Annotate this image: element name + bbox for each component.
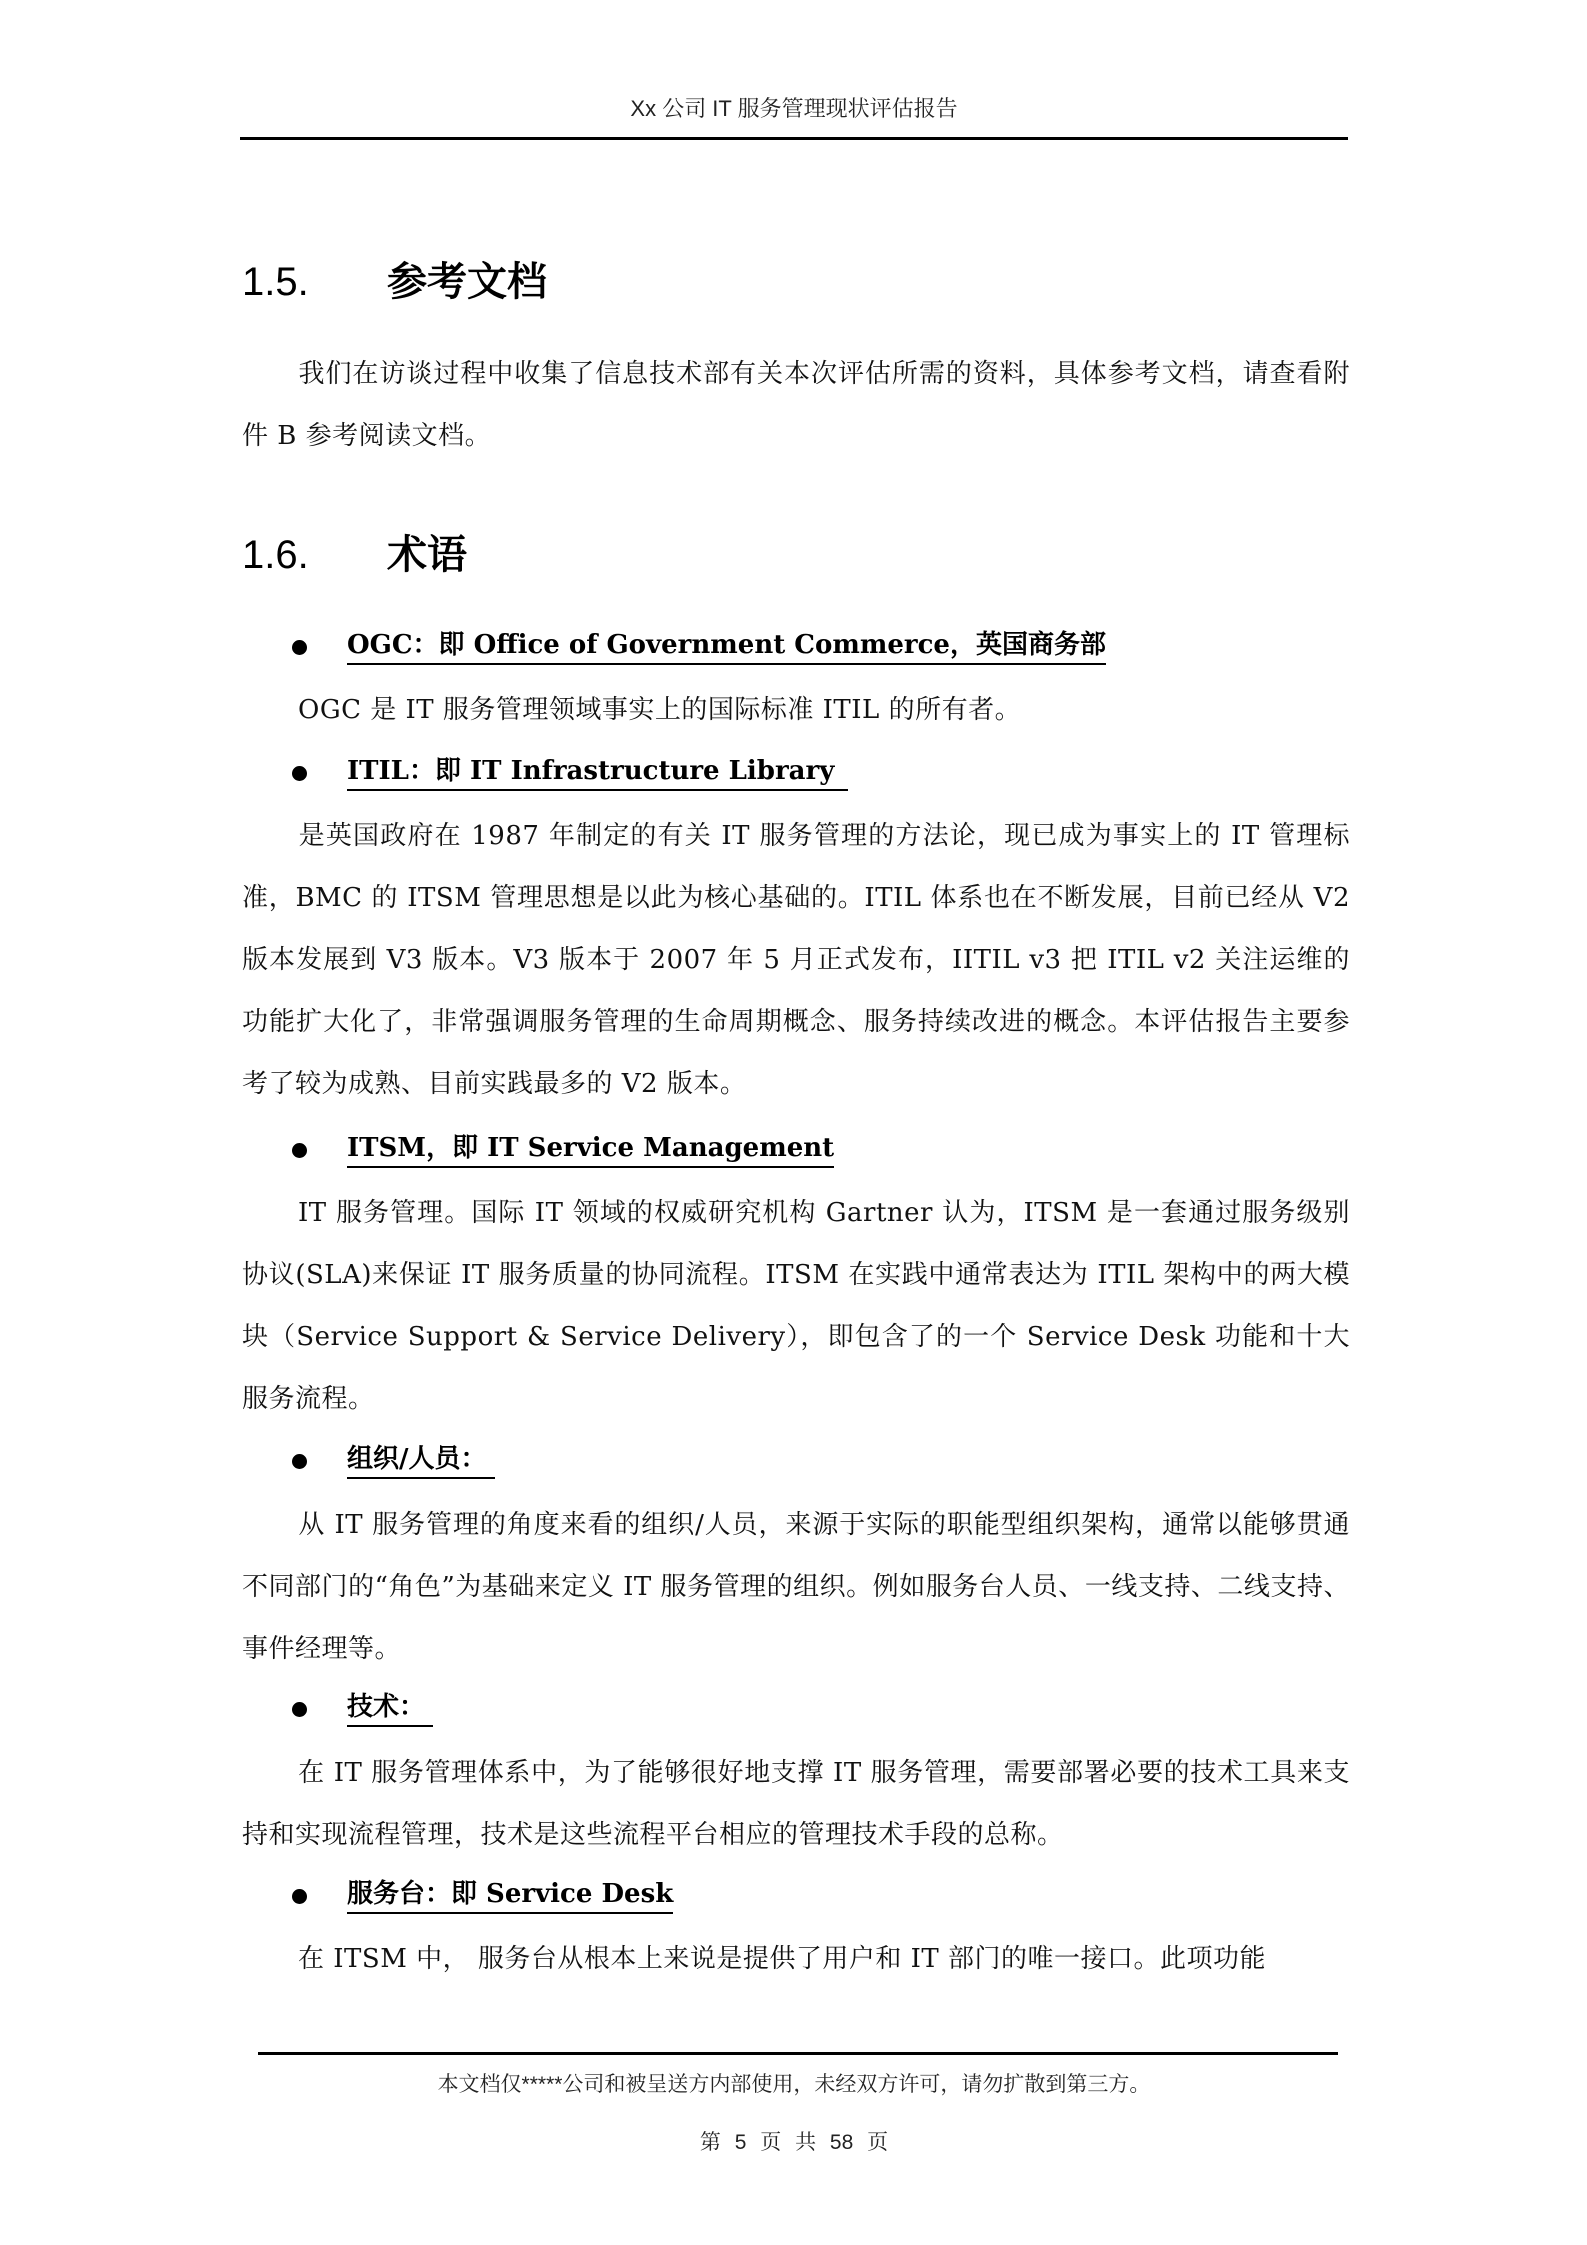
section-heading-1-6 <box>242 531 467 579</box>
description-text: 在 ITSM 中， 服务台从根本上来说是提供了用户和 IT 部门的唯一接口。此项功能 <box>298 1944 1266 1974</box>
document-title: Xx 公司 IT 服务管理现状评估报告 <box>630 96 958 121</box>
bullet-icon <box>292 640 307 655</box>
description-text: 是英国政府在 1987 年制定的有关 IT 服务管理的方法论，现已成为事实上的 IT 管理标准，BMC 的 ITSM 管理思想是以此为核心基础的。ITIL 体系也在不断发展，目前已经从 V2 版本发展到 V3 版本。V3 版本于 2007 年 5 月正式发布，IITIL v3 把 ITIL v2 关注运维的功能扩大化了，非常强调服务管理的生命周期概念、服务持续改进的概念。本评估报告主要参考了较为成熟、目前实践最多的 V2 版本。 <box>242 821 1350 1099</box>
section-number: 1.6. <box>242 533 309 577</box>
term-title: ITSM，即 IT Service Management <box>347 1131 834 1168</box>
bullet-icon <box>292 1889 307 1904</box>
term-title: 服务台：即 Service Desk <box>347 1877 673 1914</box>
term-description-itil <box>242 805 1350 1115</box>
section-title: 术语 <box>387 533 467 577</box>
term-description-service-desk <box>242 1928 1350 1990</box>
term-description-technology <box>242 1742 1350 1866</box>
section-number: 1.5. <box>242 260 309 304</box>
description-text: IT 服务管理。国际 IT 领域的权威研究机构 Gartner 认为，ITSM 是一套通过服务级别协议(SLA)来保证 IT 服务质量的协同流程。ITSM 在实践中通常表达为 ITIL 架构中的两大模块（Service Support & Service Delivery），即包含了的一个 Service Desk 功能和十大服务流程。 <box>242 1198 1350 1414</box>
bullet-icon <box>292 1702 307 1717</box>
confidentiality-note: 本文档仅*****公司和被呈送方内部使用，未经双方许可，请勿扩散到第三方。 <box>437 2073 1151 2096</box>
header-divider <box>240 137 1348 140</box>
term-title: ITIL：即 IT Infrastructure Library <box>347 754 848 791</box>
page-number: 第 5 页 共 58 页 <box>699 2131 889 2154</box>
footer-divider <box>258 2052 1338 2055</box>
section-heading-1-5 <box>242 258 547 306</box>
term-description-ogc <box>242 679 1350 741</box>
section-title: 参考文档 <box>387 260 547 304</box>
bullet-icon <box>292 1143 307 1158</box>
bullet-icon <box>292 766 307 781</box>
description-text: 在 IT 服务管理体系中，为了能够很好地支撑 IT 服务管理，需要部署必要的技术工具来支持和实现流程管理，技术是这些流程平台相应的管理技术手段的总称。 <box>242 1758 1350 1850</box>
term-description-itsm <box>242 1182 1350 1430</box>
bullet-icon <box>292 1454 307 1469</box>
term-title: 组织/人员： <box>347 1442 495 1479</box>
description-text: 从 IT 服务管理的角度来看的组织/人员，来源于实际的职能型组织架构，通常以能够贯通不同部门的“角色”为基础来定义 IT 服务管理的组织。例如服务台人员、一线支持、二线支持、事件经理等。 <box>242 1510 1350 1664</box>
term-description-organization <box>242 1494 1350 1680</box>
description-text: OGC 是 IT 服务管理领域事实上的国际标准 ITIL 的所有者。 <box>298 695 1022 725</box>
section-paragraph <box>242 343 1350 467</box>
paragraph-text: 我们在访谈过程中收集了信息技术部有关本次评估所需的资料，具体参考文档，请查看附件 B 参考阅读文档。 <box>242 359 1350 451</box>
term-title: OGC：即 Office of Government Commerce，英国商务部 <box>347 628 1106 665</box>
term-title: 技术： <box>347 1690 433 1727</box>
